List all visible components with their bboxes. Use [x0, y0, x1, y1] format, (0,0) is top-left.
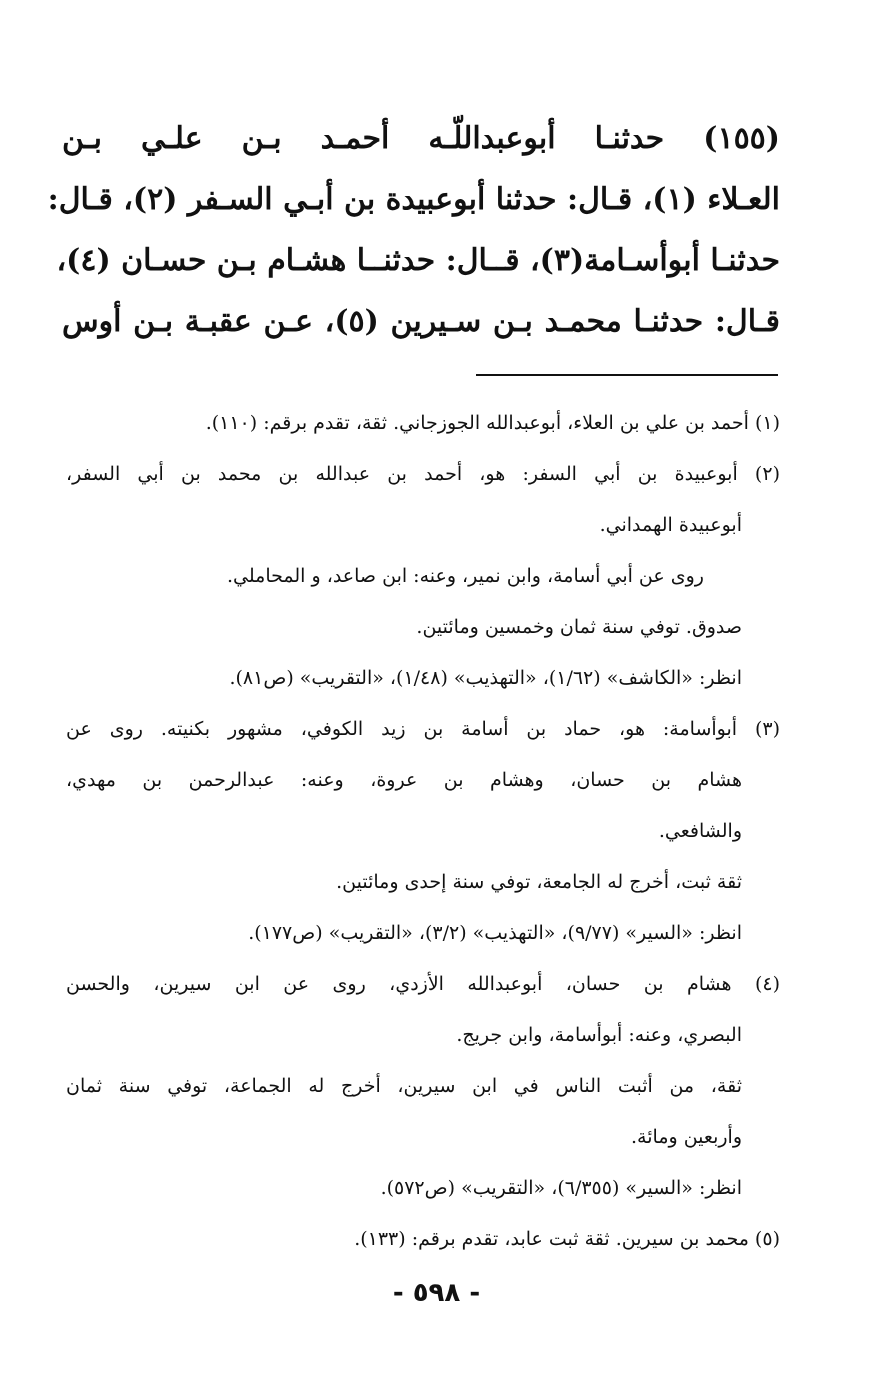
- footnote-divider: [476, 374, 778, 376]
- footnote-line: (١) أحمد بن علي بن العلاء، أبوعبدالله الجوزجاني. ثقة، تقدم برقم: (١١٠).: [205, 412, 780, 434]
- footnote-line: البصري، وعنه: أبوأسامة، وابن جريج.: [456, 1024, 742, 1046]
- footnote-line: صدوق. توفي سنة ثمان وخمسين ومائتين.: [416, 616, 742, 638]
- hadith-number: (١٥٥): [703, 121, 780, 156]
- footnote-line: وأربعين ومائة.: [631, 1126, 742, 1148]
- footnote-line: انظر: «الكاشف» (١/٦٢)، «التهذيب» (١/٤٨)، «التقريب» (ص٨١).: [229, 667, 742, 689]
- hadith-line-1: (١٥٥) حدثنـا أبوعبداللّـه أحمـد بـن علـي بـن: [62, 121, 780, 156]
- footnote-line: ثقة، من أثبت الناس في ابن سيرين، أخرج له الجماعة، توفي سنة ثمان: [66, 1075, 742, 1097]
- hadith-line-4: قـال: حدثنـا محمـد بـن سـيرين (٥)، عـن عقبـة بـن أوس: [62, 304, 780, 339]
- footnote-line: انظر: «السير» (٦/٣٥٥)، «التقريب» (ص٥٧٢).: [380, 1177, 742, 1199]
- footnote-line: ثقة ثبت، أخرج له الجامعة، توفي سنة إحدى ومائتين.: [336, 871, 742, 893]
- footnote-line: أبوعبيدة الهمداني.: [599, 514, 742, 536]
- footnote-line: (٢) أبوعبيدة بن أبي السفر: هو، أحمد بن عبدالله بن محمد بن أبي السفر،: [66, 463, 780, 485]
- hadith-line-2: العـلاء (١)، قـال: حدثنا أبوعبيدة بن أبـي السـفر (٢)، قـال:: [47, 182, 780, 217]
- footnote-line: هشام بن حسان، وهشام بن عروة، وعنه: عبدالرحمن بن مهدي،: [66, 769, 742, 791]
- footnote-line: انظر: «السير» (٩/٧٧)، «التهذيب» (٣/٢)، «التقريب» (ص١٧٧).: [248, 922, 742, 944]
- hadith-text: [47, 108, 780, 352]
- footnote-line: روى عن أبي أسامة، وابن نمير، وعنه: ابن صاعد، و المحاملي.: [227, 565, 704, 587]
- page-number: - ٥٩٨ -: [392, 1278, 481, 1308]
- footnote-line: والشافعي.: [658, 820, 742, 842]
- footnote-line: (٤) هشام بن حسان، أبوعبدالله الأزدي، روى عن ابن سيرين، والحسن: [66, 973, 780, 995]
- footnote-line: (٥) محمد بن سيرين. ثقة ثبت عابد، تقدم برقم: (١٣٣).: [354, 1228, 780, 1250]
- footnote-line: (٣) أبوأسامة: هو، حماد بن أسامة بن زيد الكوفي، مشهور بكنيته. روى عن: [66, 718, 780, 740]
- footnotes: [66, 398, 780, 1265]
- hadith-line-3: حدثنـا أبوأسـامة(٣)، قــال: حدثنــا هشـام بـن حسـان (٤)،: [56, 243, 780, 278]
